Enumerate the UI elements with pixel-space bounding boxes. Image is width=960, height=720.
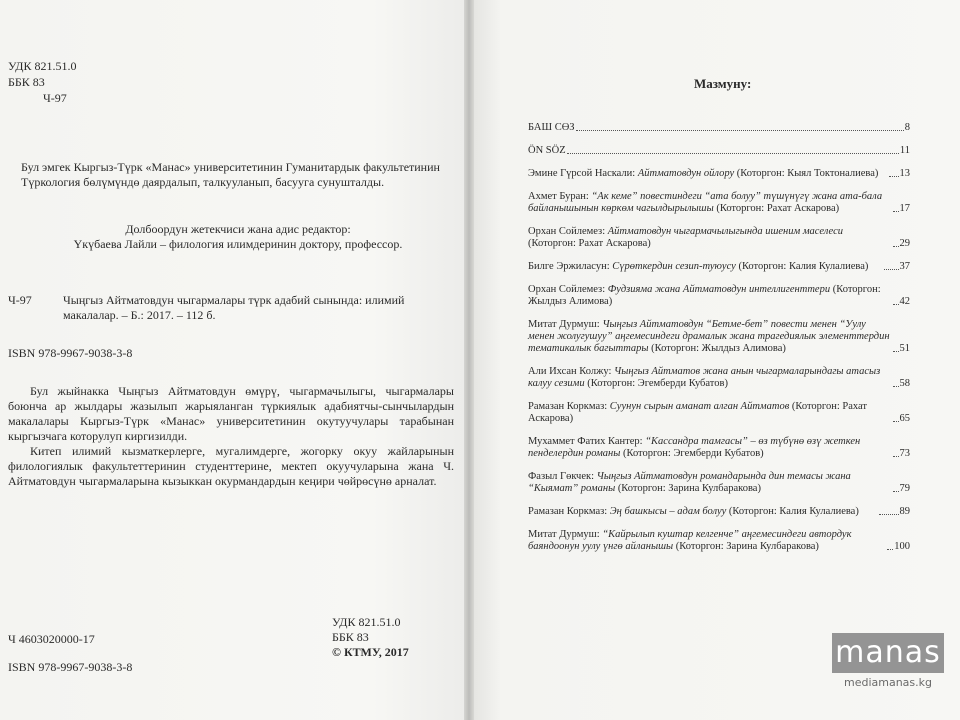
toc-article-title: Айтматовдун ойлору — [637, 168, 735, 179]
annotation-paragraph: Китеп илимий кызматкерлерге, мугалимдерге, жогорку окуу жайларынын филологиялык факультеттеринин студенттерине, мектеп окуучуларына жана Ч. Айтматовдун чыгармаларына кызыккан окурмандардын кеңири чөйрөсүнө арналат. — [8, 444, 454, 488]
toc-author: Рамазан Коркмаз: — [528, 506, 610, 517]
toc-article-title: Суунун сырын аманат алган Айтматов — [609, 401, 790, 412]
dot-leader — [576, 130, 904, 131]
dot-leader — [879, 514, 898, 515]
toc-article-title: “Кайрылып куштар келгенче” аңгемесиндеги автордук баяндоонун уулу үнгө айланышы — [528, 529, 852, 552]
toc-translator: (Которгон: Эгемберди Кубатов) — [584, 378, 728, 389]
toc-page-number: 65 — [899, 413, 910, 424]
bbk-code: ББК 83 — [8, 75, 45, 89]
toc-article-title: Чыңгыз Айтматовдун романдарында дин темасы жана “Кыямат” романы — [528, 471, 851, 494]
toc-entry — [528, 191, 910, 215]
toc-entry — [528, 168, 910, 180]
table-of-contents — [528, 122, 910, 564]
copyright: © КТМУ, 2017 — [332, 645, 409, 659]
dot-leader — [893, 246, 899, 247]
editor-name: Үкүбаева Лайли – филология илимдеринин доктору, профессор. — [73, 237, 403, 251]
editor-block — [0, 222, 466, 252]
toc-entry — [528, 145, 910, 157]
toc-entry — [528, 226, 910, 250]
isbn: ISBN 978-9967-9038-3-8 — [8, 346, 133, 360]
toc-page-number: 17 — [899, 203, 910, 214]
toc-author: Али Ихсан Колжу: — [528, 366, 615, 377]
dot-leader — [884, 269, 899, 270]
toc-author: Орхан Сойлемез: — [528, 226, 608, 237]
toc-entry — [528, 284, 910, 308]
toc-article-title: Айтматовдун чыгармачылыгында ишеним маселеси — [607, 226, 843, 237]
biblio-code: Ч-97 — [8, 293, 32, 307]
toc-article-title: Чыңгыз Айтматовдун “Бетме-бет” повести менен “Уулу менен жолугушуу” аңгемесиндеги драмалык жана трагедиялык элементтердин тематикалык багыттары — [528, 319, 890, 354]
watermark-logo: manas — [832, 633, 944, 673]
bbk-code: ББК 83 — [332, 630, 369, 644]
toc-page-number: 58 — [899, 378, 910, 389]
isbn-bottom: ISBN 978-9967-9038-3-8 — [8, 660, 133, 674]
toc-page-number: 51 — [899, 343, 910, 354]
toc-entry — [528, 529, 910, 553]
toc-entry — [528, 506, 910, 518]
toc-entry — [528, 261, 910, 273]
toc-translator: (Которгон: Рахат Аскарова) — [713, 203, 840, 214]
watermark-site: mediamanas.kg — [843, 676, 932, 689]
dot-leader — [893, 491, 899, 492]
book-spine — [464, 0, 474, 720]
dot-leader — [893, 351, 899, 352]
toc-page-number: 73 — [899, 448, 910, 459]
toc-author: Ахмет Буран: — [528, 191, 592, 202]
dot-leader — [887, 549, 893, 550]
dot-leader — [893, 386, 899, 387]
toc-author: Рамазан Коркмаз: — [528, 401, 610, 412]
publication-code: Ч 4603020000-17 — [8, 632, 95, 646]
toc-translator: (Которгон: Жылдыз Алимова) — [528, 284, 881, 307]
udk-code: УДК 821.51.0 — [8, 59, 77, 73]
toc-page-number: 100 — [894, 541, 910, 552]
toc-article-title: “Кассандра тамгасы” – өз түбүнө өзү жеткен пенделердин романы — [528, 436, 861, 459]
toc-article-title: “Ак кеме” повестиндеги “ата болуу” түшүнүгү жана ата-бала байланышынын көркөм чагылдырылышы — [528, 191, 883, 214]
toc-translator: (Которгон: Зарина Кулбаракова) — [673, 541, 819, 552]
dot-leader — [889, 176, 899, 177]
toc-page-number: 8 — [904, 122, 910, 133]
toc-page-number: 89 — [899, 506, 910, 517]
dot-leader — [893, 456, 899, 457]
toc-translator: (Которгон: Жылдыз Алимова) — [648, 343, 786, 354]
toc-title: Мазмуну: — [694, 76, 752, 91]
toc-page-number: 42 — [899, 296, 910, 307]
toc-page-number: 11 — [899, 145, 910, 156]
toc-entry — [528, 366, 910, 390]
toc-entry — [528, 471, 910, 495]
toc-author: Орхан Сойлемез: — [528, 284, 608, 295]
dot-leader — [567, 153, 899, 154]
toc-entry — [528, 319, 910, 355]
toc-author: Фазыл Гөкчек: — [528, 471, 597, 482]
biblio-description: Чыңгыз Айтматовдун чыгармалары түрк адабий сынында: илимий макалалар. – Б.: 2017. – 112 б. — [63, 293, 405, 322]
toc-author: Мухаммет Фатих Кантер: — [528, 436, 646, 447]
toc-author: Митат Дурмуш: — [528, 529, 603, 540]
toc-translator: (Которгон: Калия Кулалиева) — [735, 261, 869, 272]
toc-entry — [528, 401, 910, 425]
toc-author: Митат Дурмуш: — [528, 319, 603, 330]
editor-role: Долбоордун жетекчиси жана адис редактор: — [125, 222, 351, 236]
toc-page-number: 29 — [899, 238, 910, 249]
udk-block-top — [8, 58, 76, 106]
dot-leader — [893, 211, 899, 212]
udk-block-bottom — [332, 615, 409, 660]
toc-page-number: 79 — [899, 483, 910, 494]
dot-leader — [893, 304, 899, 305]
toc-translator: (Которгон: Зарина Кулбаракова) — [615, 483, 761, 494]
toc-author: Эмине Гүрсой Наскали: — [528, 168, 638, 179]
toc-entry-title: БАШ СӨЗ — [528, 122, 575, 133]
dot-leader — [893, 421, 899, 422]
toc-article-title: Фудзияма жана Айтматовдун интеллигенттери — [607, 284, 831, 295]
toc-article-title: Сүрөткердин сезип-туюусу — [612, 261, 736, 272]
toc-entry-title: ÖN SÖZ — [528, 145, 566, 156]
toc-translator: (Которгон: Рахат Аскарова) — [528, 238, 651, 249]
toc-page-number: 37 — [899, 261, 910, 272]
toc-translator: (Которгон: Рахат Аскарова) — [528, 401, 867, 424]
toc-entry — [528, 436, 910, 460]
udk-code: УДК 821.51.0 — [332, 615, 401, 629]
toc-translator: (Которгон: Кыял Токтоналиева) — [734, 168, 879, 179]
toc-article-title: Эң башкысы – адам болуу — [609, 506, 727, 517]
book-description: Бул эмгек Кыргыз-Түрк «Манас» университетинин Гуманитардык факультетинин Түркология бөлүмүндө даярдалып, талкууланып, басууга сунушталды. — [21, 160, 440, 189]
author-code: Ч-97 — [43, 91, 67, 105]
annotation — [8, 384, 454, 489]
toc-page-number: 13 — [899, 168, 910, 179]
toc-translator: (Которгон: Эгемберди Кубатов) — [620, 448, 764, 459]
toc-article-title: Чыңгыз Айтматов жана анын чыгармаларындагы атасыз калуу сезими — [528, 366, 881, 389]
toc-entry — [528, 122, 910, 134]
toc-author: Билге Эржиласун: — [528, 261, 613, 272]
annotation-paragraph: Бул жыйнакка Чыңгыз Айтматовдун өмүрү, чыгармачылыгы, чыгармалары боюнча ар жылдары жазылып жарыяланган түркиялык адабиятчы-сынчылардын макалалары Кыргыз-Түрк «Манас» университетинин окутуучулары тарабынан кыргызчага которулуп киргизилди. — [8, 384, 454, 443]
toc-translator: (Которгон: Калия Кулалиева) — [726, 506, 859, 517]
